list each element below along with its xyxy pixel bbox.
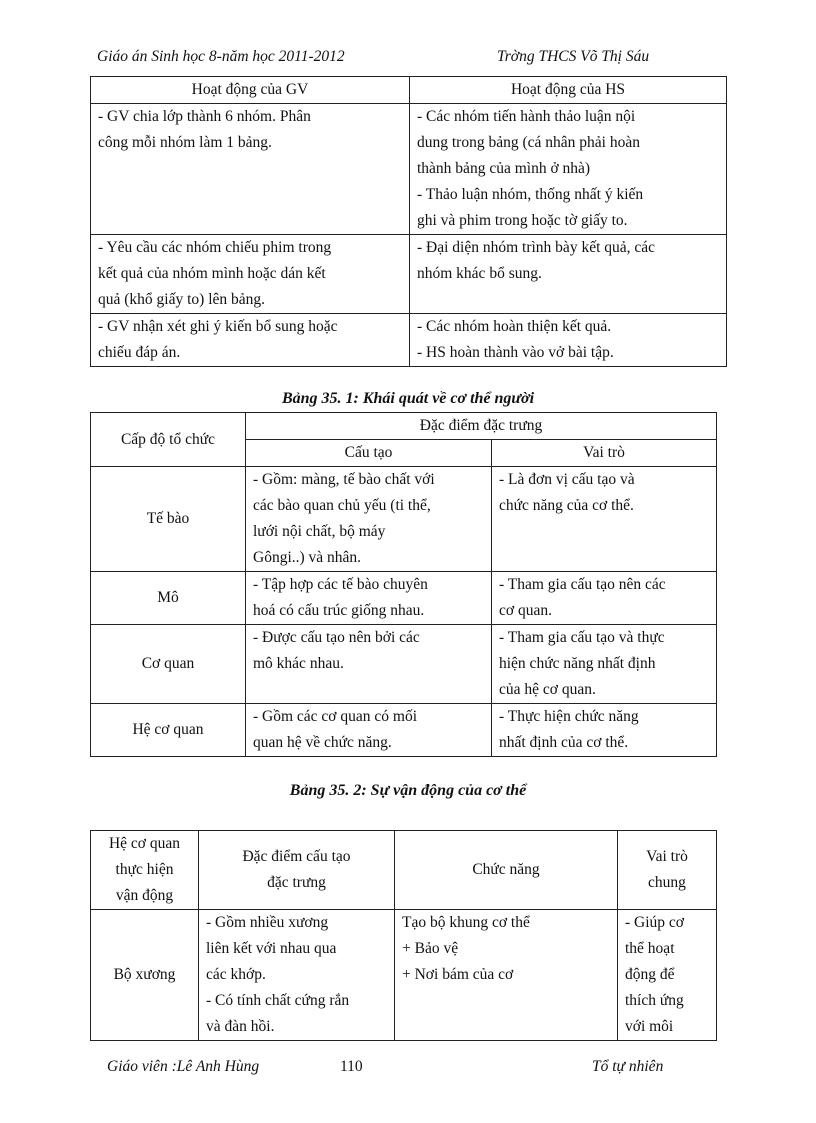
level-cell: Hệ cơ quan <box>91 704 246 757</box>
cell-text <box>499 572 709 624</box>
text-line: - Các nhóm tiến hành thảo luận nội <box>417 108 636 125</box>
structure-cell <box>246 572 492 625</box>
footer-teacher: Giáo viên :Lê Anh Hùng <box>107 1058 260 1075</box>
text-line: quả (khổ giấy to) lên bảng. <box>98 291 266 308</box>
cell-text <box>499 625 709 703</box>
text-line: thể hoạt <box>625 940 675 957</box>
page-number: 110 <box>340 1058 363 1075</box>
gv-cell <box>91 314 410 367</box>
text-line <box>499 519 709 545</box>
function-cell <box>395 910 618 1041</box>
structure-cell <box>246 704 492 757</box>
header-structure: Cấu tạo <box>246 440 492 467</box>
text-line <box>499 545 709 571</box>
text-line: thành bảng của mình ở nhà) <box>417 160 591 177</box>
table-row <box>91 235 727 314</box>
text-line: các khớp. <box>206 966 266 983</box>
table-row <box>91 572 717 625</box>
text-line: Hệ cơ quan <box>108 835 181 852</box>
text-line: với môi <box>625 1018 674 1035</box>
text-line <box>417 287 719 313</box>
text-line: đặc trưng <box>267 874 326 891</box>
text-line: - Thực hiện chức năng <box>499 708 639 725</box>
text-line: - Giúp cơ <box>625 914 684 931</box>
text-line: + Nơi bám của cơ <box>402 966 514 983</box>
table-row <box>91 314 727 367</box>
text-line: Gôngi..) và nhân. <box>253 549 362 566</box>
cell-text <box>253 467 484 571</box>
cell-text <box>98 104 402 234</box>
text-line: - Tham gia cấu tạo nên các <box>499 576 666 593</box>
cell-text <box>253 572 484 624</box>
header-text <box>206 844 387 896</box>
header-features: Đặc điểm đặc trưng <box>246 413 717 440</box>
header-text <box>625 844 709 896</box>
text-line: liên kết với nhau qua <box>206 940 337 957</box>
cell-text <box>402 910 610 1040</box>
level-cell: Tế bào <box>91 467 246 572</box>
role-cell <box>492 467 717 572</box>
table-row <box>91 104 727 235</box>
text-line: Đặc điểm cấu tạo <box>242 848 351 865</box>
role-cell <box>492 704 717 757</box>
text-line: - Được cấu tạo nên bởi các <box>253 629 420 646</box>
cell-text <box>206 910 387 1040</box>
text-line: - Gồm nhiều xương <box>206 914 329 931</box>
header-function <box>395 831 618 910</box>
role-cell <box>492 572 717 625</box>
header-role: Vai trò <box>492 440 717 467</box>
text-line: chiếu đáp án. <box>98 344 181 361</box>
text-line: - Gồm: màng, tế bào chất với <box>253 471 435 488</box>
table-row <box>91 910 717 1041</box>
text-line: - Là đơn vị cấu tạo và <box>499 471 635 488</box>
text-line: mô khác nhau. <box>253 655 344 672</box>
text-line <box>98 156 402 182</box>
text-line: ghi và phim trong hoặc tờ giấy to. <box>417 212 628 229</box>
text-line: - GV chia lớp thành 6 nhóm. Phân <box>98 108 311 125</box>
text-line: + Bảo vệ <box>402 940 459 957</box>
cell-text <box>98 235 402 313</box>
text-line: - Thảo luận nhóm, thống nhất ý kiến <box>417 186 644 203</box>
text-line: dung trong bảng (cá nhân phải hoàn <box>417 134 640 151</box>
text-line: công mỗi nhóm làm 1 bảng. <box>98 134 272 151</box>
text-line: - Yêu cầu các nhóm chiếu phim trong <box>98 239 332 256</box>
text-line: - HS hoàn thành vào vở bài tập. <box>417 344 614 361</box>
text-line: chức năng của cơ thể. <box>499 497 634 514</box>
text-line: Vai trò <box>646 848 688 865</box>
level-cell: Mô <box>91 572 246 625</box>
header-system <box>91 831 199 910</box>
text-line: nhóm khác bổ sung. <box>417 265 542 282</box>
system-cell: Bộ xương <box>91 910 199 1041</box>
text-line <box>402 988 610 1014</box>
text-line: thích ứng <box>625 992 684 1009</box>
activity-table <box>90 76 727 367</box>
text-line: - Đại diện nhóm trình bày kết quả, các <box>417 239 656 256</box>
table2-caption: Bảng 35. 2: Sự vận động của cơ thể <box>289 782 527 799</box>
text-line: và đàn hồi. <box>206 1018 275 1035</box>
text-line <box>402 1014 610 1040</box>
text-line: Tạo bộ khung cơ thể <box>402 914 530 931</box>
table1-caption: Bảng 35. 1: Khái quát về cơ thể người <box>281 390 535 407</box>
text-line: lưới nội chất, bộ máy <box>253 523 386 540</box>
cell-text <box>417 104 719 234</box>
text-line <box>98 182 402 208</box>
cell-text <box>625 910 709 1040</box>
header-structure <box>199 831 395 910</box>
header-left: Giáo án Sinh học 8-năm học 2011-2012 <box>97 48 345 65</box>
gv-cell <box>91 235 410 314</box>
hs-cell <box>410 314 727 367</box>
table-row <box>91 467 717 572</box>
table-35-2 <box>90 830 717 1041</box>
text-line: nhất định của cơ thể. <box>499 734 629 751</box>
text-line <box>98 208 402 234</box>
text-line: hiện chức năng nhất định <box>499 655 656 672</box>
cell-text <box>417 314 719 366</box>
text-line: của hệ cơ quan. <box>499 681 596 698</box>
text-line: quan hệ về chức năng. <box>253 734 392 751</box>
header-gv: Hoạt động của GV <box>91 77 410 104</box>
text-line: vận động <box>115 887 174 904</box>
hs-cell <box>410 104 727 235</box>
table-row <box>91 704 717 757</box>
text-line: - Tập hợp các tế bào chuyên <box>253 576 428 593</box>
cell-text <box>98 314 402 366</box>
role-cell <box>618 910 717 1041</box>
header-level: Cấp độ tổ chức <box>91 413 246 467</box>
text-line: cơ quan. <box>499 602 552 619</box>
cell-text <box>253 704 484 756</box>
header-right: Trờng THCS Võ Thị Sáu <box>497 48 650 65</box>
role-cell <box>492 625 717 704</box>
cell-text <box>417 235 719 313</box>
header-hs: Hoạt động của HS <box>410 77 727 104</box>
text-line: động để <box>625 966 675 983</box>
cell-text <box>499 467 709 571</box>
text-line: - GV nhận xét ghi ý kiến bổ sung hoặc <box>98 318 338 335</box>
text-line: chung <box>648 874 686 891</box>
text-line: hoá có cấu trúc giống nhau. <box>253 602 425 619</box>
footer-group: Tổ tự nhiên <box>592 1058 664 1075</box>
text-line: - Gồm các cơ quan có mối <box>253 708 417 725</box>
text-line: thực hiện <box>115 861 174 878</box>
header-text <box>98 831 191 909</box>
gv-cell <box>91 104 410 235</box>
structure-cell <box>246 625 492 704</box>
text-line: - Tham gia cấu tạo và thực <box>499 629 665 646</box>
text-line: - Có tính chất cứng rắn <box>206 992 350 1009</box>
table-row <box>91 625 717 704</box>
text-line: Chức năng <box>472 861 540 878</box>
header-role <box>618 831 717 910</box>
structure-cell <box>246 467 492 572</box>
text-line: các bào quan chủ yếu (ti thể, <box>253 497 431 514</box>
cell-text <box>499 704 709 756</box>
table-35-1 <box>90 412 717 757</box>
text-line: - Các nhóm hoàn thiện kết quả. <box>417 318 612 335</box>
hs-cell <box>410 235 727 314</box>
cell-text <box>253 625 484 703</box>
text-line <box>253 677 484 703</box>
level-cell: Cơ quan <box>91 625 246 704</box>
header-text <box>402 857 610 883</box>
text-line: kết quả của nhóm mình hoặc dán kết <box>98 265 326 282</box>
structure-cell <box>199 910 395 1041</box>
